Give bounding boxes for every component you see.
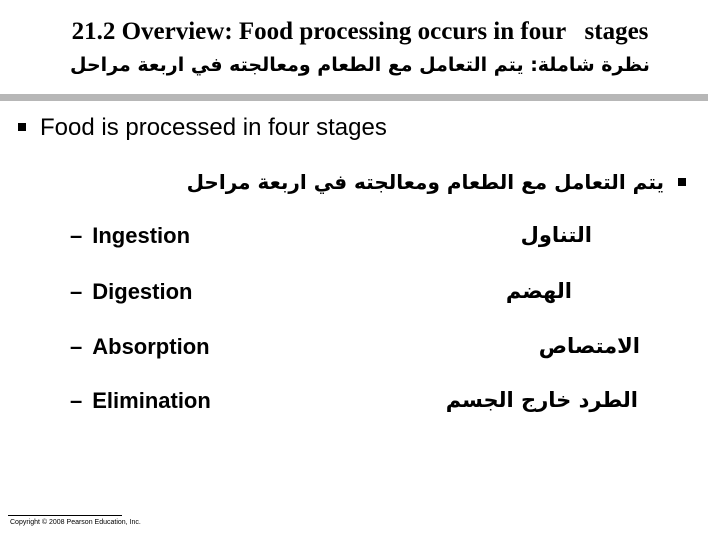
stage-ingestion: [70, 223, 190, 249]
stage-elimination: [70, 388, 211, 414]
dash-marker: –: [70, 334, 83, 359]
stage-ingestion-arabic: التناول: [520, 223, 592, 247]
square-bullet-icon: [18, 123, 26, 131]
main-bullet-text: Food is processed in four stages: [40, 114, 387, 141]
stage-elimination-arabic: الطرد خارج الجسم: [445, 388, 638, 412]
arabic-bullet-text: يتم التعامل مع الطعام ومعالجته في اربعة مراحل: [186, 170, 664, 194]
stage-label: Absorption: [92, 334, 210, 359]
stage-digestion: [70, 279, 192, 305]
dash-marker: –: [70, 279, 83, 304]
slide-title: 21.2 Overview: Food processing occurs in four stages: [71, 18, 649, 45]
stage-label: Elimination: [92, 388, 211, 413]
stage-label: Ingestion: [92, 223, 191, 248]
stage-label: Digestion: [92, 279, 193, 304]
slide-title-arabic: نظرة شاملة: يتم التعامل مع الطعام ومعالجته في اربعة مراحل: [70, 54, 650, 76]
arabic-bullet: [187, 170, 686, 194]
footer-divider: [8, 515, 122, 516]
dash-marker: –: [70, 223, 83, 248]
stage-absorption: [70, 334, 210, 360]
title-divider: [0, 94, 708, 101]
copyright-notice: Copyright © 2008 Pearson Education, Inc.: [10, 519, 141, 526]
main-bullet: [18, 114, 387, 142]
dash-marker: –: [70, 388, 83, 413]
stage-absorption-arabic: الامتصاص: [538, 334, 640, 358]
stage-digestion-arabic: الهضم: [505, 279, 572, 303]
square-bullet-icon: [678, 178, 686, 186]
